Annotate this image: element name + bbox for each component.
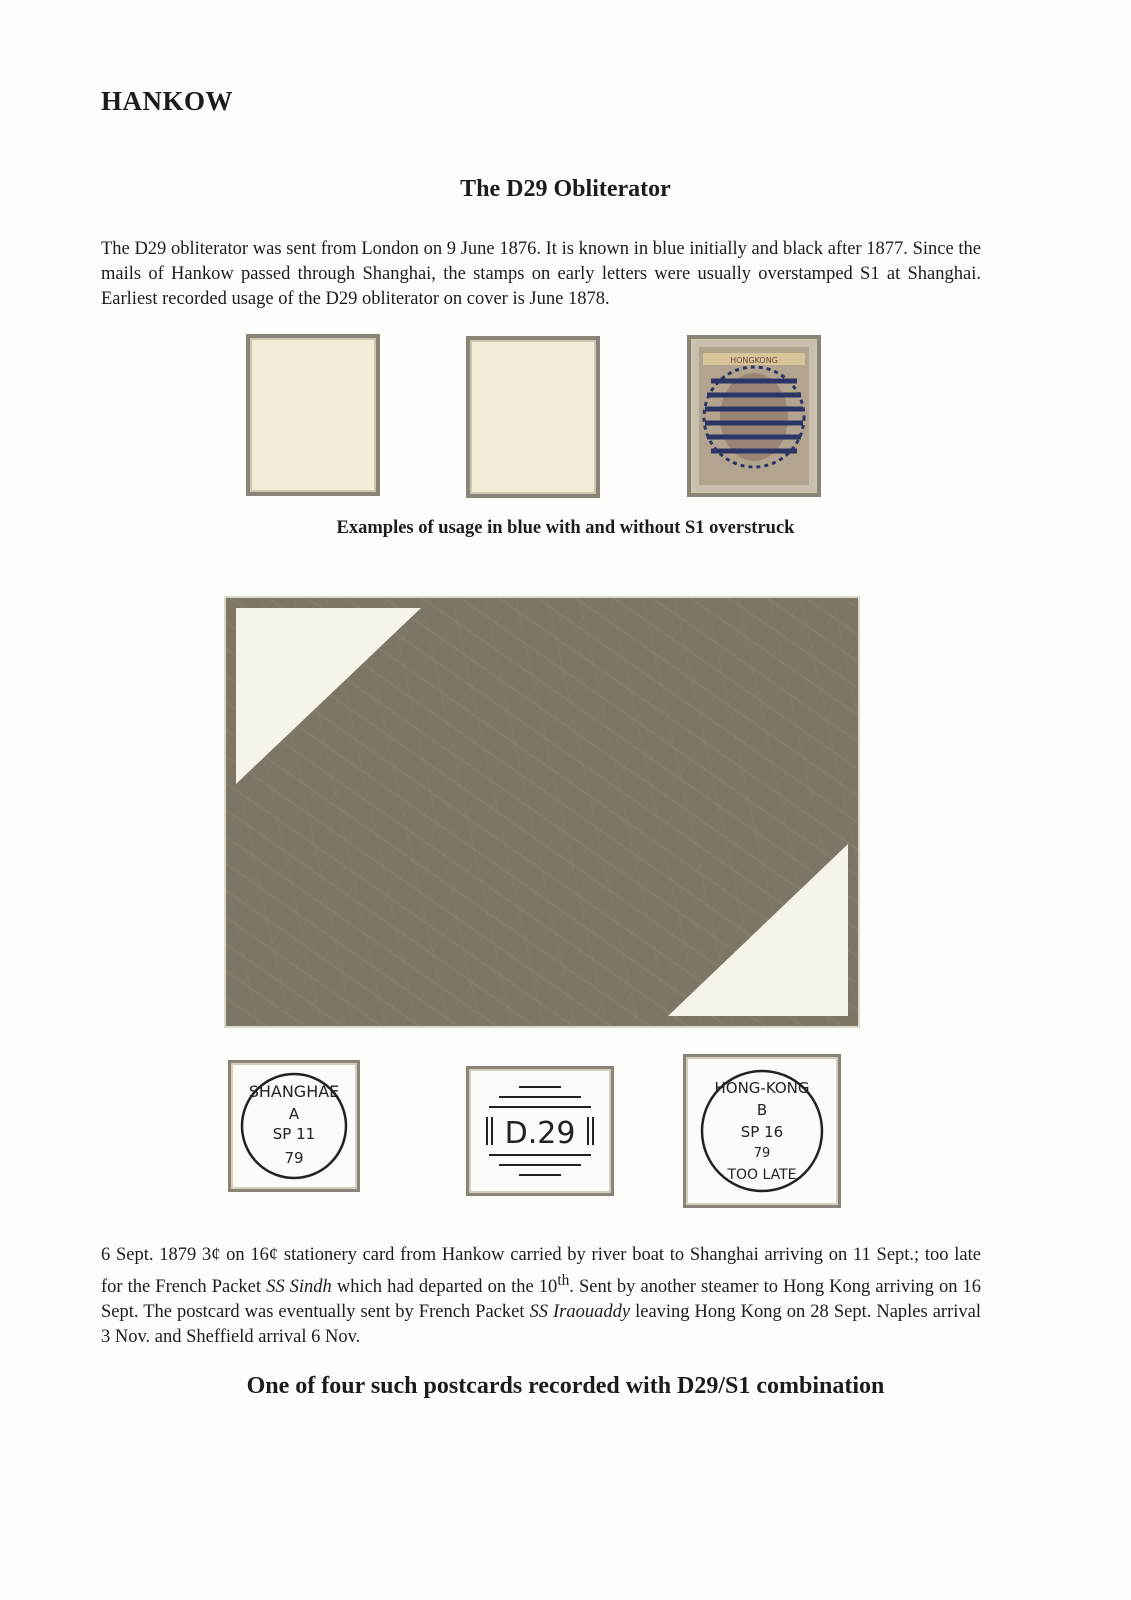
postmark-shanghai-year: 79 [284, 1149, 304, 1167]
postmark-hongkong-year: 79 [753, 1146, 771, 1161]
postmark-shanghai-letter: A [288, 1105, 300, 1123]
page-heading: HANKOW [101, 86, 234, 116]
postmark-hongkong-name: HONG-KONG [714, 1079, 810, 1097]
stamp-caption: Examples of usage in blue with and without S1 overstruck [336, 518, 795, 538]
ship-name-iraouaddy: SS Iraouaddy [529, 1302, 631, 1323]
postmark-hongkong-date: SP 16 [740, 1123, 784, 1141]
postmark-shanghai-name: SHANGHAE [248, 1082, 340, 1101]
photo-corner-bottom-right [668, 844, 848, 1016]
ordinal-suffix: th [557, 1272, 570, 1289]
postmark-d29-text: D.29 [504, 1116, 576, 1151]
stamp-image [691, 339, 817, 493]
card-description-part2: which had departed on the 10 [331, 1277, 558, 1298]
postmark-shanghai [228, 1060, 360, 1192]
stamp-d29-blue [687, 335, 821, 497]
stamp-mount-empty-1 [246, 334, 380, 496]
stamp-mount-empty-2 [466, 336, 600, 498]
intro-paragraph: The D29 obliterator was sent from London on 9 June 1876. It is known in blue initially and black after 1877. Since the mails of Hankow passed through Shanghai, the stamps on early letters were usually overstamped S1 at Shanghai. Earliest recorded usage of the D29 obliterator on cover is June 1878. [101, 239, 981, 309]
postmark-shanghai-date: SP 11 [272, 1125, 316, 1143]
postmark-hongkong-letter: B [756, 1101, 768, 1119]
postmark-hongkong-bottom: TOO LATE [727, 1167, 797, 1183]
stamp-country-text: HONGKONG [730, 356, 778, 365]
closing-statement: One of four such postcards recorded with D29/S1 combination [246, 1373, 885, 1399]
card-description [101, 1243, 981, 1350]
card-description-part4: leaving Hong Kong on 28 Sept. Naples arrival 3 Nov. and Sheffield arrival 6 Nov. [101, 1302, 981, 1348]
photo-corner-top-left [236, 608, 421, 784]
section-title: The D29 Obliterator [460, 176, 671, 202]
card-description-part3: . Sent by another steamer to Hong Kong arriving on 16 Sept. The postcard was eventually sent by French Packet [101, 1277, 982, 1323]
postcard-image [224, 596, 860, 1028]
ship-name-sindh: SS Sindh [266, 1277, 332, 1298]
postmark-hongkong [683, 1054, 841, 1208]
postmark-d29 [466, 1066, 614, 1196]
card-description-part1: 6 Sept. 1879 3¢ on 16¢ stationery card from Hankow carried by river boat to Shanghai arriving on 11 Sept.; too late for the French Packet [101, 1245, 981, 1298]
